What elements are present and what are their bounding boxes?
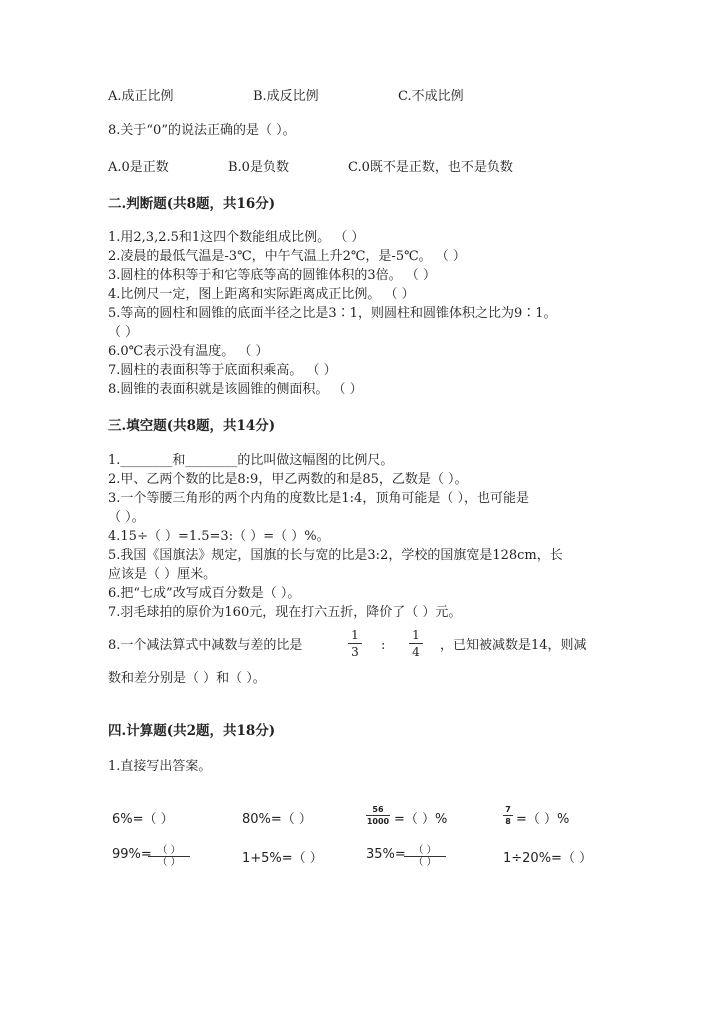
fill-item: 4.15÷（ ）=1.5=3:（ ）=（ ）%。 — [108, 529, 330, 544]
calc-item: 99%= — [112, 847, 152, 862]
calc-item: 80%=（ ） — [242, 812, 312, 827]
fill-item: 7.羽毛球拍的原价为160元，现在打六五折，降价了（ ）元。 — [108, 605, 462, 620]
calc-item: =（ ）% — [516, 812, 570, 827]
judge-item: 8.圆锥的表面积就是该圆锥的侧面积。 （ ） — [108, 382, 363, 397]
calc-item: 1÷20%=（ ） — [503, 851, 593, 866]
option-b: B.成反比例 — [253, 89, 319, 104]
option-a: A.0是正数 — [108, 160, 169, 175]
ratio-colon: : — [381, 638, 386, 653]
blank-fraction: （ ） （ ） — [148, 845, 190, 868]
judge-item-continued: （ ） — [108, 325, 139, 340]
section-title: 二.判断题(共8题，共16分) — [108, 196, 276, 212]
judge-item: 6.0℃表示没有温度。 （ ） — [108, 344, 269, 359]
fill-item-suffix: ，已知被减数是14，则减 — [440, 638, 587, 653]
judge-item: 3.圆柱的体积等于和它等底等高的圆锥体积的3倍。 （ ） — [108, 268, 436, 283]
option-c: C.0既不是正数，也不是负数 — [348, 160, 513, 175]
judge-item: 5.等高的圆柱和圆锥的底面半径之比是3∶1，则圆柱和圆锥体积之比为9∶1。 — [108, 306, 557, 321]
judge-item: 1.用2,3,2.5和1这四个数能组成比例。 （ ） — [108, 230, 365, 245]
calc-question: 1.直接写出答案。 — [108, 759, 212, 774]
fill-item: 3.一个等腰三角形的两个内角的度数比是1:4，顶角可能是（ ），也可能是 — [108, 491, 529, 506]
fraction-one-fourth: 1 4 — [409, 628, 423, 659]
fill-item: 5.我国《国旗法》规定，国旗的长与宽的比是3:2，学校的国旗宽是128cm，长 — [108, 548, 563, 563]
calc-item: 6%=（ ） — [112, 812, 174, 827]
section-title: 四.计算题(共2题，共18分) — [108, 723, 276, 739]
fill-item: 1.________和________的比叫做这幅图的比例尺。 — [108, 453, 394, 468]
judge-item: 7.圆柱的表面积等于底面积乘高。 （ ） — [108, 363, 337, 378]
judge-item: 2.凌晨的最低气温是-3℃，中午气温上升2℃，是-5℃。 （ ） — [108, 249, 466, 264]
question-stem: 8.关于“0”的说法正确的是（ ）。 — [108, 123, 296, 138]
calc-item: 1+5%=（ ） — [242, 851, 323, 866]
fill-item-continued: （ ）。 — [108, 510, 145, 525]
option-b: B.0是负数 — [228, 160, 289, 175]
calc-item: 35%= — [366, 847, 406, 862]
judge-item: 4.比例尺一定，图上距离和实际距离成正比例。 （ ） — [108, 287, 415, 302]
option-c: C.不成比例 — [398, 89, 464, 104]
option-a: A.成正比例 — [108, 89, 174, 104]
fraction-7-over-8: 7 8 — [503, 805, 513, 826]
fill-item: 2.甲、乙两个数的比是8:9，甲乙两数的和是85，乙数是（ ）。 — [108, 472, 468, 487]
fill-item: 8.一个减法算式中减数与差的比是 — [108, 638, 303, 653]
blank-fraction: （ ） （ ） — [404, 845, 446, 868]
fill-item: 6.把“七成”改写成百分数是（ ）。 — [108, 586, 301, 601]
fraction-one-third: 1 3 — [348, 628, 362, 659]
fill-item-continued: 应该是（ ）厘米。 — [108, 567, 217, 582]
calc-item: =（ ）% — [394, 812, 448, 827]
fill-item-continued: 数和差分别是（ ）和（ ）。 — [108, 671, 266, 686]
section-title: 三.填空题(共8题，共14分) — [108, 418, 276, 434]
fraction-56-over-1000: 56 1000 — [366, 805, 390, 826]
